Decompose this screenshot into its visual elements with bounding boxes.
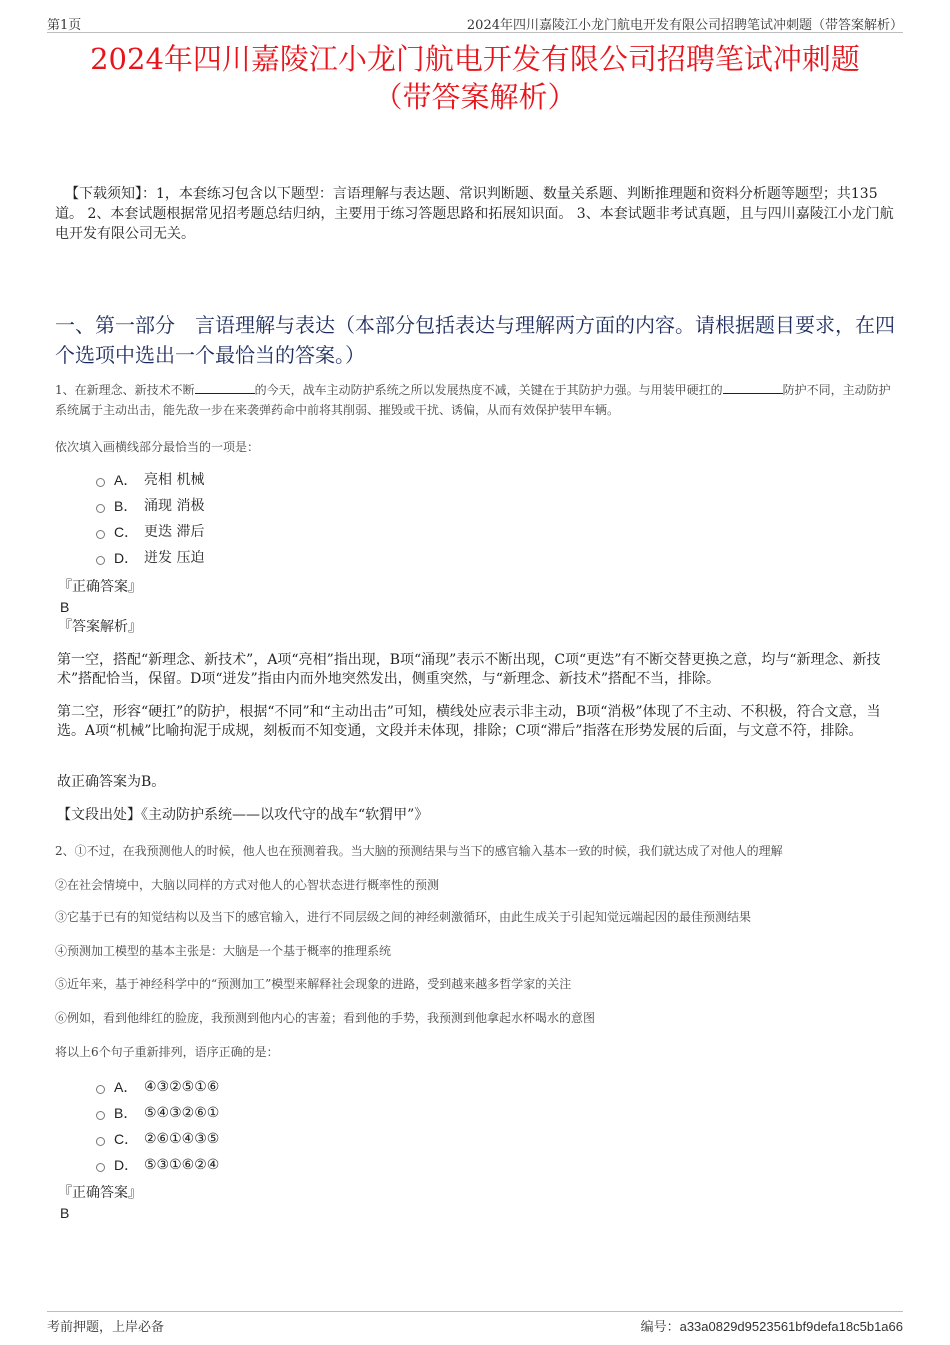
q1-stem-part-1: 1、在新理念、新技术不断 (55, 383, 195, 397)
question-1-options (96, 467, 204, 571)
radio-icon[interactable] (96, 1111, 105, 1120)
answer-value: B (60, 599, 70, 615)
radio-icon[interactable] (96, 530, 105, 539)
answer-label: 『正确答案』 (58, 579, 142, 595)
question-2-sentence-3: ③它基于已有的知觉结构以及当下的感官输入，进行不同层级之间的神经刺激循环，由此生成关于引起知觉远端起因的最佳预测结果 (55, 910, 752, 924)
answer-value: B (60, 1205, 70, 1221)
code-value: a33a0829d9523561bf9defa18c5b1a66 (679, 1319, 903, 1334)
source-citation: 【文段出处】《主动防护系统——以攻代守的战车“软猬甲”》 (57, 807, 429, 823)
radio-icon[interactable] (96, 478, 105, 487)
document-title (40, 40, 910, 116)
document-code (641, 1316, 903, 1335)
header-doc-title: 2024年四川嘉陵江小龙门航电开发有限公司招聘笔试冲刺题（带答案解析） (466, 18, 903, 33)
page-footer (47, 1311, 903, 1335)
option-d[interactable]: D． ⑤③①⑥②④ (96, 1152, 219, 1178)
title-line-2: （带答案解析） (373, 80, 577, 114)
q1-stem-part-2: 的今天，战车主动防护系统之所以发展热度不减，关键在于其防护力强。与用装甲硬扛的 (254, 383, 723, 397)
question-1-prompt: 依次填入画横线部分最恰当的一项是： (55, 440, 260, 454)
analysis-label: 『答案解析』 (58, 619, 142, 635)
question-2-sentence-1: 2、①不过，在我预测他人的时候，他人也在预测着我。当大脑的预测结果与当下的感官输入基本一致的时候，我们就达成了对他人的理解 (55, 844, 783, 858)
option-d[interactable]: D． 迸发 压迫 (96, 545, 204, 571)
footer-slogan: 考前押题，上岸必备 (47, 1320, 165, 1335)
analysis-paragraph-3: 故正确答案为B。 (57, 774, 166, 790)
answer-label: 『正确答案』 (58, 1185, 142, 1201)
option-b[interactable]: B． ⑤④③②⑥① (96, 1100, 219, 1126)
question-2-sentence-4: ④预测加工模型的基本主张是：大脑是一个基于概率的推理系统 (55, 944, 392, 958)
analysis-paragraph-1: 第一空，搭配“新理念、新技术”，A项“亮相”指出现，B项“涌现”表示不断出现，C项“更迭”有不断交替更换之意，均与“新理念、新技术”搭配恰当，保留。D项“迸发”指由内而外地突然发出，侧重突然，与“新理念、新技术”搭配不当，排除。 (57, 652, 881, 687)
fill-blank-2 (723, 381, 783, 394)
radio-icon[interactable] (96, 504, 105, 513)
q1-stem-part-3: 防护不同，主动防护系统属于主动出击，能先敌一步在来袭弹药命中前将其削弱、摧毁或干扰、诱偏，从而有效保护装甲车辆。 (55, 383, 891, 417)
fill-blank-1 (195, 381, 255, 394)
question-1-stem (55, 380, 900, 420)
question-2-answer (58, 1183, 142, 1223)
page-header (47, 12, 903, 33)
analysis-paragraph-2: 第二空，形容“硬扛”的防护，根据“不同”和“主动出击”可知，横线处应表示非主动，B项“消极”体现了不主动、不积极，符合文意，当选。A项“机械”比喻拘泥于成规，刻板而不知变通，文段并未体现，排除；C项“滞后”指落在形势发展的后面，与文意不符，排除。 (57, 704, 881, 739)
radio-icon[interactable] (96, 1163, 105, 1172)
radio-icon[interactable] (96, 1137, 105, 1146)
option-a[interactable]: A． ④③②⑤①⑥ (96, 1074, 219, 1100)
page-number: 第1页 (47, 18, 82, 33)
download-notice: 【下载须知】：1，本套练习包含以下题型：言语理解与表达题、常识判断题、数量关系题、判断推理题和资料分析题等题型；共135道。 2、本套试题根据常见招考题总结归纳，主要用于练习答题思路和拓展知识面。 3、本套试题非考试真题，且与四川嘉陵江小龙门航电开发有限公司无关。 (55, 186, 894, 242)
code-label: 编号： (640, 1320, 680, 1335)
option-b[interactable]: B． 涌现 消极 (96, 493, 204, 519)
radio-icon[interactable] (96, 1085, 105, 1094)
option-c[interactable]: C． 更迭 滞后 (96, 519, 204, 545)
section-heading: 一、第一部分 言语理解与表达（本部分包括表达与理解两方面的内容。请根据题目要求，在四个选项中选出一个最恰当的答案。） (55, 313, 895, 367)
option-c[interactable]: C． ②⑥①④③⑤ (96, 1126, 219, 1152)
question-1-answer (58, 577, 142, 637)
question-2-prompt: 将以上6个句子重新排列，语序正确的是： (55, 1045, 279, 1059)
question-2-options (96, 1074, 219, 1178)
question-2-sentence-5: ⑤近年来，基于神经科学中的“预测加工”模型来解释社会现象的进路，受到越来越多哲学家的关注 (55, 977, 572, 991)
option-a[interactable]: A． 亮相 机械 (96, 467, 204, 493)
title-line-1: 2024年四川嘉陵江小龙门航电开发有限公司招聘笔试冲刺题 (90, 42, 860, 76)
question-2-sentence-2: ②在社会情境中，大脑以同样的方式对他人的心智状态进行概率性的预测 (55, 878, 440, 892)
question-2-sentence-6: ⑥例如，看到他绯红的脸庞，我预测到他内心的害羞；看到他的手势，我预测到他拿起水杯喝水的意图 (55, 1011, 596, 1025)
radio-icon[interactable] (96, 556, 105, 565)
